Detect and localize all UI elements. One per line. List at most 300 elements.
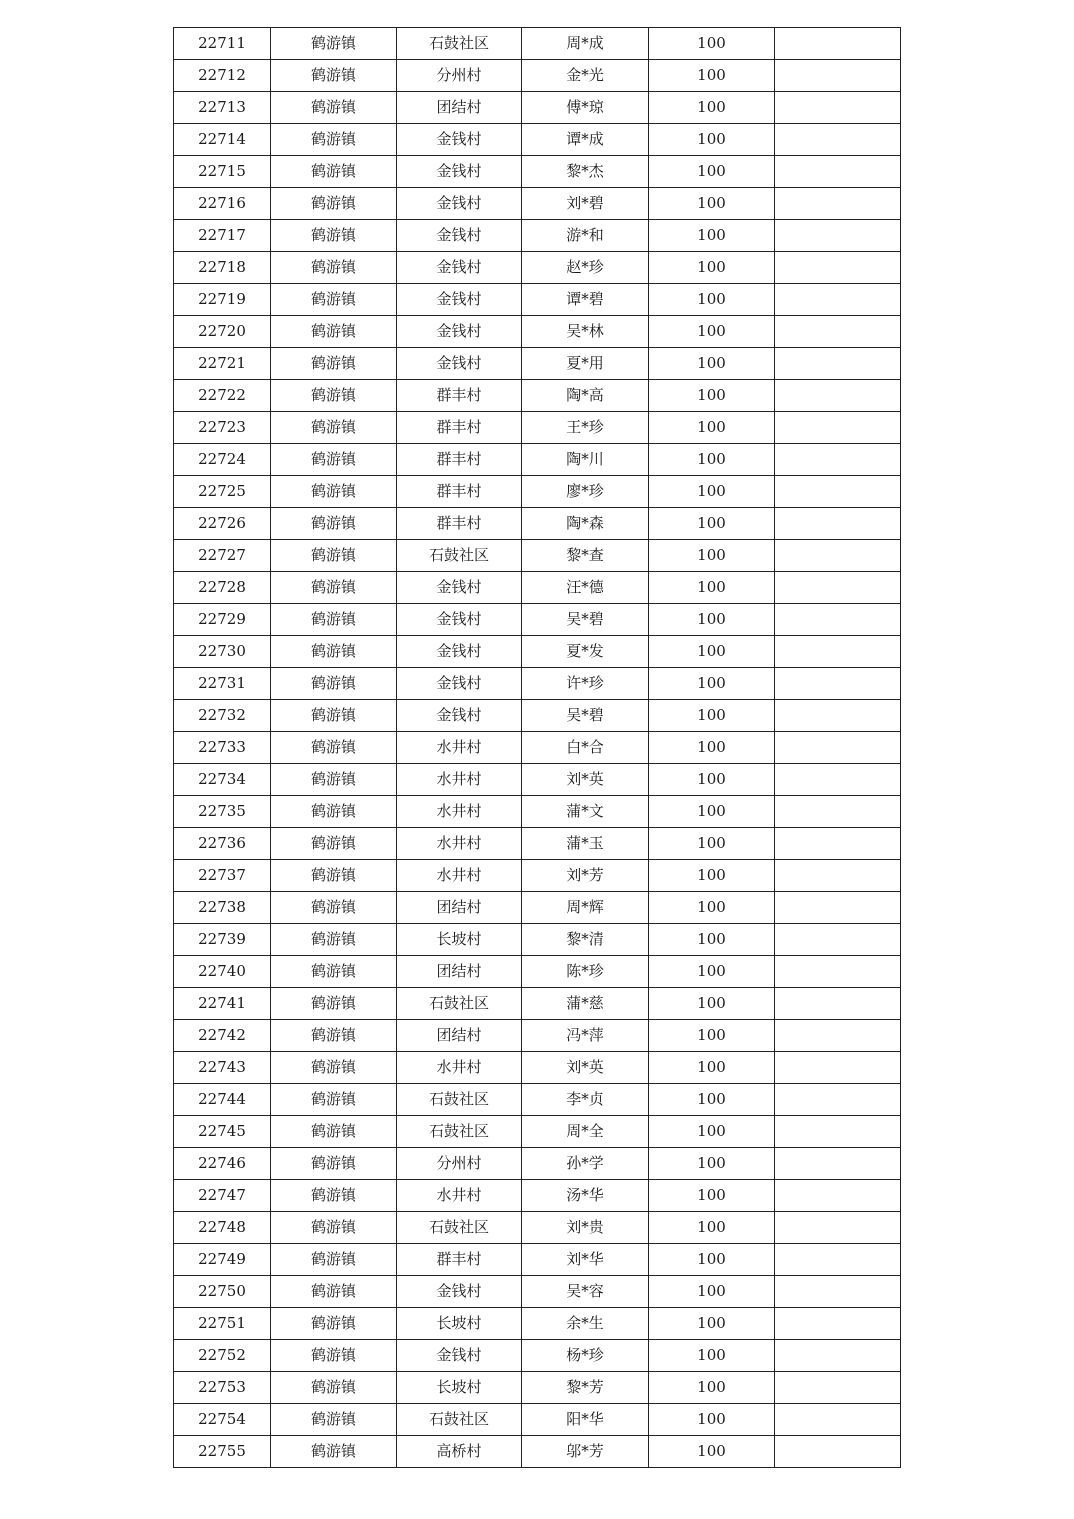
table-row <box>174 988 901 1020</box>
name-cell: 黎*杰 <box>522 156 649 188</box>
row-id-cell: 22748 <box>174 1212 271 1244</box>
village-cell: 长坡村 <box>397 924 522 956</box>
name-cell: 刘*贵 <box>522 1212 649 1244</box>
town-cell: 鹤游镇 <box>271 28 397 60</box>
table-row <box>174 1020 901 1052</box>
table-row <box>174 220 901 252</box>
table-row <box>174 348 901 380</box>
town-cell: 鹤游镇 <box>271 828 397 860</box>
name-cell: 王*珍 <box>522 412 649 444</box>
name-cell: 孙*学 <box>522 1148 649 1180</box>
name-cell: 黎*清 <box>522 924 649 956</box>
amount-cell: 100 <box>649 1084 775 1116</box>
amount-cell: 100 <box>649 476 775 508</box>
amount-cell: 100 <box>649 892 775 924</box>
amount-cell: 100 <box>649 508 775 540</box>
town-cell: 鹤游镇 <box>271 1436 397 1468</box>
amount-cell: 100 <box>649 156 775 188</box>
name-cell: 吴*容 <box>522 1276 649 1308</box>
town-cell: 鹤游镇 <box>271 1180 397 1212</box>
table-row <box>174 700 901 732</box>
note-cell <box>775 348 901 380</box>
table-row <box>174 28 901 60</box>
amount-cell: 100 <box>649 412 775 444</box>
table-row <box>174 860 901 892</box>
table-row <box>174 1244 901 1276</box>
amount-cell: 100 <box>649 28 775 60</box>
note-cell <box>775 572 901 604</box>
village-cell: 金钱村 <box>397 220 522 252</box>
name-cell: 吴*碧 <box>522 604 649 636</box>
name-cell: 金*光 <box>522 60 649 92</box>
note-cell <box>775 828 901 860</box>
amount-cell: 100 <box>649 924 775 956</box>
village-cell: 团结村 <box>397 892 522 924</box>
town-cell: 鹤游镇 <box>271 1276 397 1308</box>
town-cell: 鹤游镇 <box>271 636 397 668</box>
row-id-cell: 22745 <box>174 1116 271 1148</box>
table-row <box>174 1084 901 1116</box>
table-row <box>174 444 901 476</box>
note-cell <box>775 1052 901 1084</box>
row-id-cell: 22740 <box>174 956 271 988</box>
village-cell: 群丰村 <box>397 380 522 412</box>
note-cell <box>775 1180 901 1212</box>
row-id-cell: 22739 <box>174 924 271 956</box>
amount-cell: 100 <box>649 604 775 636</box>
town-cell: 鹤游镇 <box>271 316 397 348</box>
note-cell <box>775 28 901 60</box>
town-cell: 鹤游镇 <box>271 60 397 92</box>
name-cell: 吴*林 <box>522 316 649 348</box>
amount-cell: 100 <box>649 796 775 828</box>
table-row <box>174 156 901 188</box>
village-cell: 金钱村 <box>397 636 522 668</box>
village-cell: 金钱村 <box>397 668 522 700</box>
table-row <box>174 1052 901 1084</box>
subsidy-list-table <box>173 27 901 1468</box>
row-id-cell: 22721 <box>174 348 271 380</box>
row-id-cell: 22735 <box>174 796 271 828</box>
amount-cell: 100 <box>649 92 775 124</box>
row-id-cell: 22755 <box>174 1436 271 1468</box>
town-cell: 鹤游镇 <box>271 1148 397 1180</box>
table-row <box>174 540 901 572</box>
table-row <box>174 92 901 124</box>
village-cell: 分州村 <box>397 60 522 92</box>
village-cell: 团结村 <box>397 1020 522 1052</box>
row-id-cell: 22733 <box>174 732 271 764</box>
note-cell <box>775 188 901 220</box>
table-row <box>174 924 901 956</box>
village-cell: 水井村 <box>397 732 522 764</box>
town-cell: 鹤游镇 <box>271 924 397 956</box>
row-id-cell: 22752 <box>174 1340 271 1372</box>
village-cell: 金钱村 <box>397 1340 522 1372</box>
name-cell: 周*全 <box>522 1116 649 1148</box>
note-cell <box>775 92 901 124</box>
amount-cell: 100 <box>649 1244 775 1276</box>
note-cell <box>775 732 901 764</box>
village-cell: 石鼓社区 <box>397 28 522 60</box>
name-cell: 赵*珍 <box>522 252 649 284</box>
table-row <box>174 956 901 988</box>
village-cell: 群丰村 <box>397 412 522 444</box>
amount-cell: 100 <box>649 1116 775 1148</box>
row-id-cell: 22722 <box>174 380 271 412</box>
amount-cell: 100 <box>649 60 775 92</box>
name-cell: 廖*珍 <box>522 476 649 508</box>
note-cell <box>775 540 901 572</box>
amount-cell: 100 <box>649 572 775 604</box>
town-cell: 鹤游镇 <box>271 732 397 764</box>
village-cell: 石鼓社区 <box>397 1116 522 1148</box>
town-cell: 鹤游镇 <box>271 380 397 412</box>
town-cell: 鹤游镇 <box>271 1308 397 1340</box>
town-cell: 鹤游镇 <box>271 572 397 604</box>
town-cell: 鹤游镇 <box>271 284 397 316</box>
note-cell <box>775 956 901 988</box>
name-cell: 冯*萍 <box>522 1020 649 1052</box>
table-row <box>174 572 901 604</box>
village-cell: 金钱村 <box>397 604 522 636</box>
table-row <box>174 380 901 412</box>
table-row <box>174 1180 901 1212</box>
town-cell: 鹤游镇 <box>271 988 397 1020</box>
table-row <box>174 1308 901 1340</box>
town-cell: 鹤游镇 <box>271 508 397 540</box>
note-cell <box>775 860 901 892</box>
name-cell: 阳*华 <box>522 1404 649 1436</box>
row-id-cell: 22719 <box>174 284 271 316</box>
town-cell: 鹤游镇 <box>271 1212 397 1244</box>
row-id-cell: 22726 <box>174 508 271 540</box>
amount-cell: 100 <box>649 220 775 252</box>
note-cell <box>775 796 901 828</box>
name-cell: 汪*德 <box>522 572 649 604</box>
note-cell <box>775 1244 901 1276</box>
amount-cell: 100 <box>649 860 775 892</box>
note-cell <box>775 1404 901 1436</box>
row-id-cell: 22730 <box>174 636 271 668</box>
name-cell: 夏*用 <box>522 348 649 380</box>
note-cell <box>775 1116 901 1148</box>
amount-cell: 100 <box>649 1180 775 1212</box>
note-cell <box>775 988 901 1020</box>
amount-cell: 100 <box>649 668 775 700</box>
amount-cell: 100 <box>649 540 775 572</box>
row-id-cell: 22738 <box>174 892 271 924</box>
name-cell: 刘*华 <box>522 1244 649 1276</box>
village-cell: 群丰村 <box>397 444 522 476</box>
town-cell: 鹤游镇 <box>271 956 397 988</box>
village-cell: 金钱村 <box>397 156 522 188</box>
amount-cell: 100 <box>649 828 775 860</box>
amount-cell: 100 <box>649 124 775 156</box>
note-cell <box>775 60 901 92</box>
row-id-cell: 22737 <box>174 860 271 892</box>
amount-cell: 100 <box>649 1148 775 1180</box>
row-id-cell: 22732 <box>174 700 271 732</box>
amount-cell: 100 <box>649 764 775 796</box>
table-row <box>174 796 901 828</box>
village-cell: 水井村 <box>397 828 522 860</box>
village-cell: 长坡村 <box>397 1372 522 1404</box>
town-cell: 鹤游镇 <box>271 348 397 380</box>
row-id-cell: 22725 <box>174 476 271 508</box>
town-cell: 鹤游镇 <box>271 604 397 636</box>
town-cell: 鹤游镇 <box>271 412 397 444</box>
village-cell: 群丰村 <box>397 1244 522 1276</box>
name-cell: 刘*芳 <box>522 860 649 892</box>
row-id-cell: 22713 <box>174 92 271 124</box>
town-cell: 鹤游镇 <box>271 1404 397 1436</box>
amount-cell: 100 <box>649 1404 775 1436</box>
name-cell: 周*成 <box>522 28 649 60</box>
table-row <box>174 1212 901 1244</box>
table-row <box>174 828 901 860</box>
village-cell: 群丰村 <box>397 476 522 508</box>
name-cell: 白*合 <box>522 732 649 764</box>
amount-cell: 100 <box>649 1020 775 1052</box>
table-row <box>174 316 901 348</box>
name-cell: 谭*碧 <box>522 284 649 316</box>
name-cell: 傅*琼 <box>522 92 649 124</box>
amount-cell: 100 <box>649 700 775 732</box>
village-cell: 群丰村 <box>397 508 522 540</box>
row-id-cell: 22715 <box>174 156 271 188</box>
note-cell <box>775 1436 901 1468</box>
amount-cell: 100 <box>649 188 775 220</box>
town-cell: 鹤游镇 <box>271 1244 397 1276</box>
row-id-cell: 22749 <box>174 1244 271 1276</box>
row-id-cell: 22746 <box>174 1148 271 1180</box>
amount-cell: 100 <box>649 988 775 1020</box>
table-row <box>174 1404 901 1436</box>
village-cell: 金钱村 <box>397 700 522 732</box>
village-cell: 石鼓社区 <box>397 1212 522 1244</box>
table-row <box>174 1372 901 1404</box>
row-id-cell: 22716 <box>174 188 271 220</box>
town-cell: 鹤游镇 <box>271 188 397 220</box>
amount-cell: 100 <box>649 444 775 476</box>
row-id-cell: 22718 <box>174 252 271 284</box>
table-row <box>174 1116 901 1148</box>
note-cell <box>775 316 901 348</box>
name-cell: 吴*碧 <box>522 700 649 732</box>
name-cell: 蒲*玉 <box>522 828 649 860</box>
town-cell: 鹤游镇 <box>271 860 397 892</box>
name-cell: 陶*森 <box>522 508 649 540</box>
village-cell: 水井村 <box>397 1052 522 1084</box>
name-cell: 蒲*文 <box>522 796 649 828</box>
amount-cell: 100 <box>649 1212 775 1244</box>
town-cell: 鹤游镇 <box>271 796 397 828</box>
note-cell <box>775 1084 901 1116</box>
town-cell: 鹤游镇 <box>271 252 397 284</box>
town-cell: 鹤游镇 <box>271 540 397 572</box>
village-cell: 团结村 <box>397 956 522 988</box>
table-row <box>174 508 901 540</box>
row-id-cell: 22742 <box>174 1020 271 1052</box>
village-cell: 金钱村 <box>397 1276 522 1308</box>
town-cell: 鹤游镇 <box>271 700 397 732</box>
note-cell <box>775 284 901 316</box>
amount-cell: 100 <box>649 1436 775 1468</box>
row-id-cell: 22711 <box>174 28 271 60</box>
town-cell: 鹤游镇 <box>271 1372 397 1404</box>
note-cell <box>775 1308 901 1340</box>
note-cell <box>775 508 901 540</box>
row-id-cell: 22753 <box>174 1372 271 1404</box>
name-cell: 杨*珍 <box>522 1340 649 1372</box>
note-cell <box>775 156 901 188</box>
village-cell: 金钱村 <box>397 124 522 156</box>
name-cell: 许*珍 <box>522 668 649 700</box>
town-cell: 鹤游镇 <box>271 1084 397 1116</box>
table-row <box>174 604 901 636</box>
town-cell: 鹤游镇 <box>271 1020 397 1052</box>
amount-cell: 100 <box>649 1340 775 1372</box>
name-cell: 余*生 <box>522 1308 649 1340</box>
note-cell <box>775 380 901 412</box>
note-cell <box>775 476 901 508</box>
table-row <box>174 1148 901 1180</box>
note-cell <box>775 1276 901 1308</box>
name-cell: 刘*英 <box>522 1052 649 1084</box>
amount-cell: 100 <box>649 732 775 764</box>
village-cell: 石鼓社区 <box>397 1404 522 1436</box>
town-cell: 鹤游镇 <box>271 1116 397 1148</box>
note-cell <box>775 636 901 668</box>
row-id-cell: 22714 <box>174 124 271 156</box>
town-cell: 鹤游镇 <box>271 124 397 156</box>
note-cell <box>775 1372 901 1404</box>
name-cell: 陶*高 <box>522 380 649 412</box>
table-row <box>174 1340 901 1372</box>
name-cell: 刘*碧 <box>522 188 649 220</box>
row-id-cell: 22724 <box>174 444 271 476</box>
village-cell: 金钱村 <box>397 316 522 348</box>
name-cell: 刘*英 <box>522 764 649 796</box>
row-id-cell: 22741 <box>174 988 271 1020</box>
village-cell: 水井村 <box>397 860 522 892</box>
town-cell: 鹤游镇 <box>271 476 397 508</box>
note-cell <box>775 764 901 796</box>
name-cell: 陈*珍 <box>522 956 649 988</box>
row-id-cell: 22712 <box>174 60 271 92</box>
table-row <box>174 1276 901 1308</box>
village-cell: 高桥村 <box>397 1436 522 1468</box>
name-cell: 蒲*慈 <box>522 988 649 1020</box>
name-cell: 陶*川 <box>522 444 649 476</box>
village-cell: 石鼓社区 <box>397 540 522 572</box>
name-cell: 李*贞 <box>522 1084 649 1116</box>
note-cell <box>775 252 901 284</box>
note-cell <box>775 924 901 956</box>
town-cell: 鹤游镇 <box>271 156 397 188</box>
town-cell: 鹤游镇 <box>271 444 397 476</box>
table-row <box>174 668 901 700</box>
row-id-cell: 22729 <box>174 604 271 636</box>
amount-cell: 100 <box>649 252 775 284</box>
town-cell: 鹤游镇 <box>271 892 397 924</box>
village-cell: 水井村 <box>397 1180 522 1212</box>
table-row <box>174 732 901 764</box>
amount-cell: 100 <box>649 1308 775 1340</box>
row-id-cell: 22728 <box>174 572 271 604</box>
row-id-cell: 22717 <box>174 220 271 252</box>
town-cell: 鹤游镇 <box>271 92 397 124</box>
row-id-cell: 22744 <box>174 1084 271 1116</box>
village-cell: 石鼓社区 <box>397 1084 522 1116</box>
table-row <box>174 124 901 156</box>
amount-cell: 100 <box>649 1052 775 1084</box>
name-cell: 黎*芳 <box>522 1372 649 1404</box>
name-cell: 黎*查 <box>522 540 649 572</box>
note-cell <box>775 412 901 444</box>
village-cell: 金钱村 <box>397 252 522 284</box>
village-cell: 团结村 <box>397 92 522 124</box>
town-cell: 鹤游镇 <box>271 1340 397 1372</box>
note-cell <box>775 1020 901 1052</box>
amount-cell: 100 <box>649 1372 775 1404</box>
amount-cell: 100 <box>649 636 775 668</box>
table-row <box>174 188 901 220</box>
row-id-cell: 22723 <box>174 412 271 444</box>
town-cell: 鹤游镇 <box>271 764 397 796</box>
amount-cell: 100 <box>649 316 775 348</box>
table-row <box>174 284 901 316</box>
table-row <box>174 764 901 796</box>
row-id-cell: 22747 <box>174 1180 271 1212</box>
row-id-cell: 22736 <box>174 828 271 860</box>
town-cell: 鹤游镇 <box>271 668 397 700</box>
village-cell: 长坡村 <box>397 1308 522 1340</box>
amount-cell: 100 <box>649 380 775 412</box>
village-cell: 金钱村 <box>397 572 522 604</box>
village-cell: 水井村 <box>397 796 522 828</box>
village-cell: 金钱村 <box>397 188 522 220</box>
table-row <box>174 1436 901 1468</box>
amount-cell: 100 <box>649 348 775 380</box>
note-cell <box>775 892 901 924</box>
table-row <box>174 636 901 668</box>
village-cell: 水井村 <box>397 764 522 796</box>
row-id-cell: 22731 <box>174 668 271 700</box>
note-cell <box>775 700 901 732</box>
name-cell: 夏*发 <box>522 636 649 668</box>
table-row <box>174 60 901 92</box>
village-cell: 石鼓社区 <box>397 988 522 1020</box>
table-row <box>174 252 901 284</box>
row-id-cell: 22720 <box>174 316 271 348</box>
name-cell: 周*辉 <box>522 892 649 924</box>
note-cell <box>775 220 901 252</box>
village-cell: 金钱村 <box>397 284 522 316</box>
name-cell: 邬*芳 <box>522 1436 649 1468</box>
village-cell: 分州村 <box>397 1148 522 1180</box>
table-row <box>174 476 901 508</box>
table-row <box>174 892 901 924</box>
note-cell <box>775 124 901 156</box>
row-id-cell: 22751 <box>174 1308 271 1340</box>
amount-cell: 100 <box>649 284 775 316</box>
note-cell <box>775 1340 901 1372</box>
row-id-cell: 22750 <box>174 1276 271 1308</box>
note-cell <box>775 1148 901 1180</box>
row-id-cell: 22727 <box>174 540 271 572</box>
